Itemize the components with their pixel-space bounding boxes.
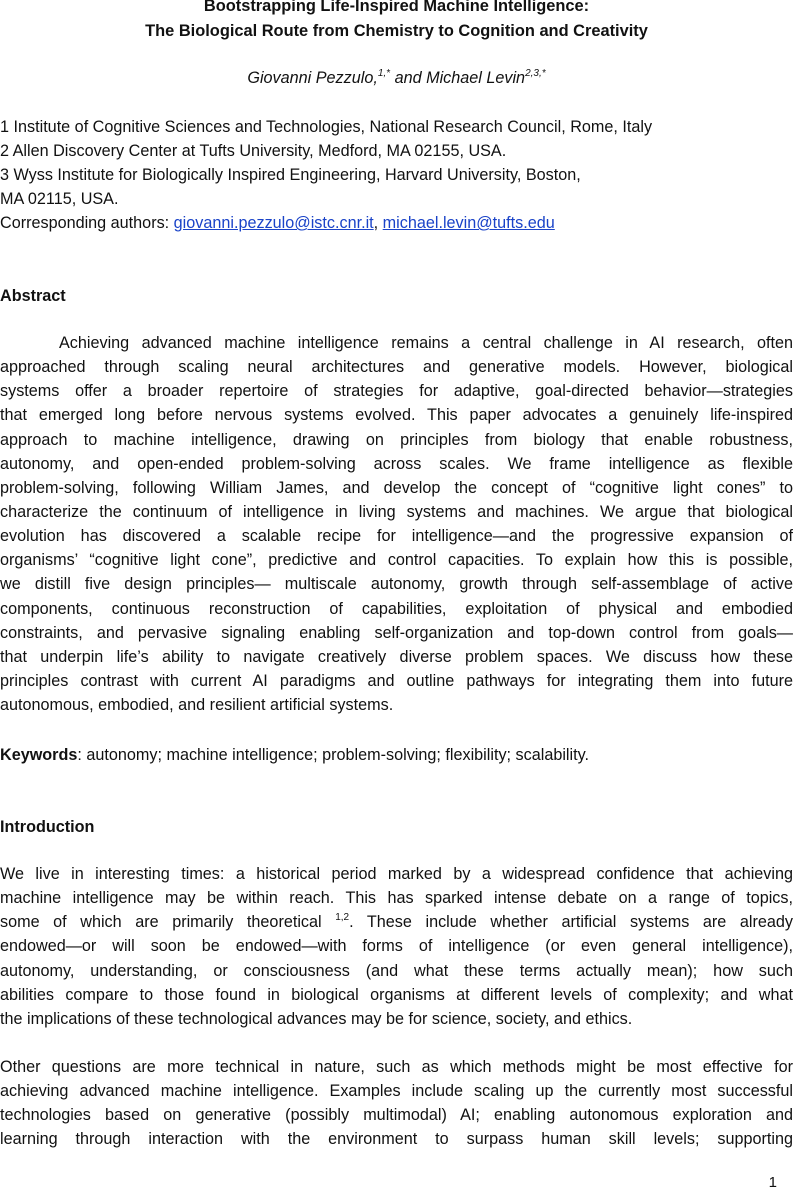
intro-line: technologies based on generative (possibly multimodal) AI; enabling autonomous exploration and (0, 1106, 793, 1125)
paper-title-line-2: The Biological Route from Chemistry to Cognition and Creativity (145, 22, 648, 40)
abstract-line: problem-solving, following William James, and develop the concept of “cognitive light cones” to (0, 478, 793, 497)
abstract-line: that underpin life’s ability to navigate creatively diverse problem spaces. We discuss how these (0, 647, 793, 666)
introduction-paragraph-1 (0, 862, 793, 1031)
abstract-line: principles contrast with current AI paradigms and outline pathways for integrating them into future (0, 671, 793, 690)
abstract-line: components, continuous reconstruction of capabilities, exploitation of physical and embodied (0, 599, 793, 618)
paper-title-line-1: Bootstrapping Life-Inspired Machine Intelligence: (203, 0, 590, 15)
email-link-pezzulo[interactable]: giovanni.pezzulo@istc.cnr.it (173, 214, 374, 232)
abstract-line: evolution has discovered a scalable recipe for intelligence—and the progressive expansion of (0, 527, 793, 546)
intro-line: machine intelligence may be within reach. This has sparked intense debate on a range of topics, (0, 889, 793, 908)
abstract-line: autonomous, embodied, and resilient artificial systems. (0, 696, 394, 715)
intro-line-rest: . These include whether artificial systems are already (349, 913, 793, 932)
intro-line-with-citation (0, 910, 793, 934)
corresponding-authors (0, 211, 793, 235)
intro-line: Other questions are more technical in nature, such as which methods might be most effective for (0, 1058, 793, 1076)
affiliation-1: 1 Institute of Cognitive Sciences and Technologies, National Research Council, Rome, Italy (0, 118, 653, 136)
abstract-line: characterize the continuum of intelligence in living systems and machines. We argue that biological (0, 502, 793, 521)
intro-line: achieving advanced machine intelligence. Examples include scaling up the currently most successful (0, 1082, 793, 1101)
keywords-text: : autonomy; machine intelligence; problem-solving; flexibility; scalability. (77, 746, 590, 764)
email-separator: , (373, 214, 383, 232)
abstract-line: autonomy, and open-ended problem-solving across scales. We frame intelligence as flexible (0, 454, 793, 473)
author-2-affiliation-marker: 2,3,* (525, 68, 546, 79)
intro-line: autonomy, understanding, or consciousness (and what these terms actually mean); how such (0, 961, 793, 980)
abstract-heading: Abstract (0, 287, 66, 305)
abstract-line: that emerged long before nervous systems evolved. This paper advocates a genuinely life-inspired (0, 406, 793, 425)
abstract-line: approached through scaling neural architectures and generative models. However, biological (0, 358, 793, 377)
keywords (0, 743, 589, 767)
keywords-label: Keywords (0, 746, 78, 764)
citation-marker: 1,2 (335, 912, 350, 924)
affiliation-3: 3 Wyss Institute for Biologically Inspired Engineering, Harvard University, Boston, (0, 166, 581, 184)
abstract-line: Achieving advanced machine intelligence remains a central challenge in AI research, often (59, 334, 793, 352)
abstract-line: we distill five design principles— multiscale autonomy, growth through self-assemblage of active (0, 575, 793, 594)
abstract-line: approach to machine intelligence, drawing on principles from biology that enable robustness, (0, 430, 793, 449)
author-list (0, 66, 793, 90)
intro-line-start: some of which are primarily theoretical (0, 913, 336, 932)
corresponding-label: Corresponding authors: (0, 214, 174, 232)
affiliation-3-continued: MA 02115, USA. (0, 190, 119, 208)
author-2: and Michael Levin (390, 69, 526, 87)
abstract-line: systems offer a broader repertoire of strategies for adaptive, goal-directed behavior—strategies (0, 382, 793, 401)
intro-line: endowed—or will soon be endowed—with forms of intelligence (or even general intelligence), (0, 937, 793, 956)
abstract-line: constraints, and pervasive signaling enabling self-organization and top-down control from goals— (0, 623, 793, 642)
intro-line: the implications of these technological advances may be for science, society, and ethics. (0, 1009, 633, 1028)
abstract-paragraph (0, 331, 793, 717)
introduction-paragraph-2 (0, 1055, 793, 1152)
intro-line: learning through interaction with the environment to surpass human skill levels; supporting (0, 1130, 793, 1149)
intro-line: abilities compare to those found in biological organisms at different levels of complexity; and what (0, 985, 793, 1004)
email-link-levin[interactable]: michael.levin@tufts.edu (382, 214, 555, 232)
author-1-affiliation-marker: 1,* (377, 68, 391, 79)
author-1: Giovanni Pezzulo, (247, 69, 378, 87)
page-number: 1 (768, 1174, 777, 1191)
affiliation-2: 2 Allen Discovery Center at Tufts University, Medford, MA 02155, USA. (0, 142, 507, 160)
introduction-heading: Introduction (0, 818, 95, 836)
intro-line: We live in interesting times: a historical period marked by a widespread confidence that achieving (0, 865, 793, 883)
abstract-line: organisms’ “cognitive light cone”, predictive and control capacities. To explain how this is possible, (0, 551, 793, 570)
